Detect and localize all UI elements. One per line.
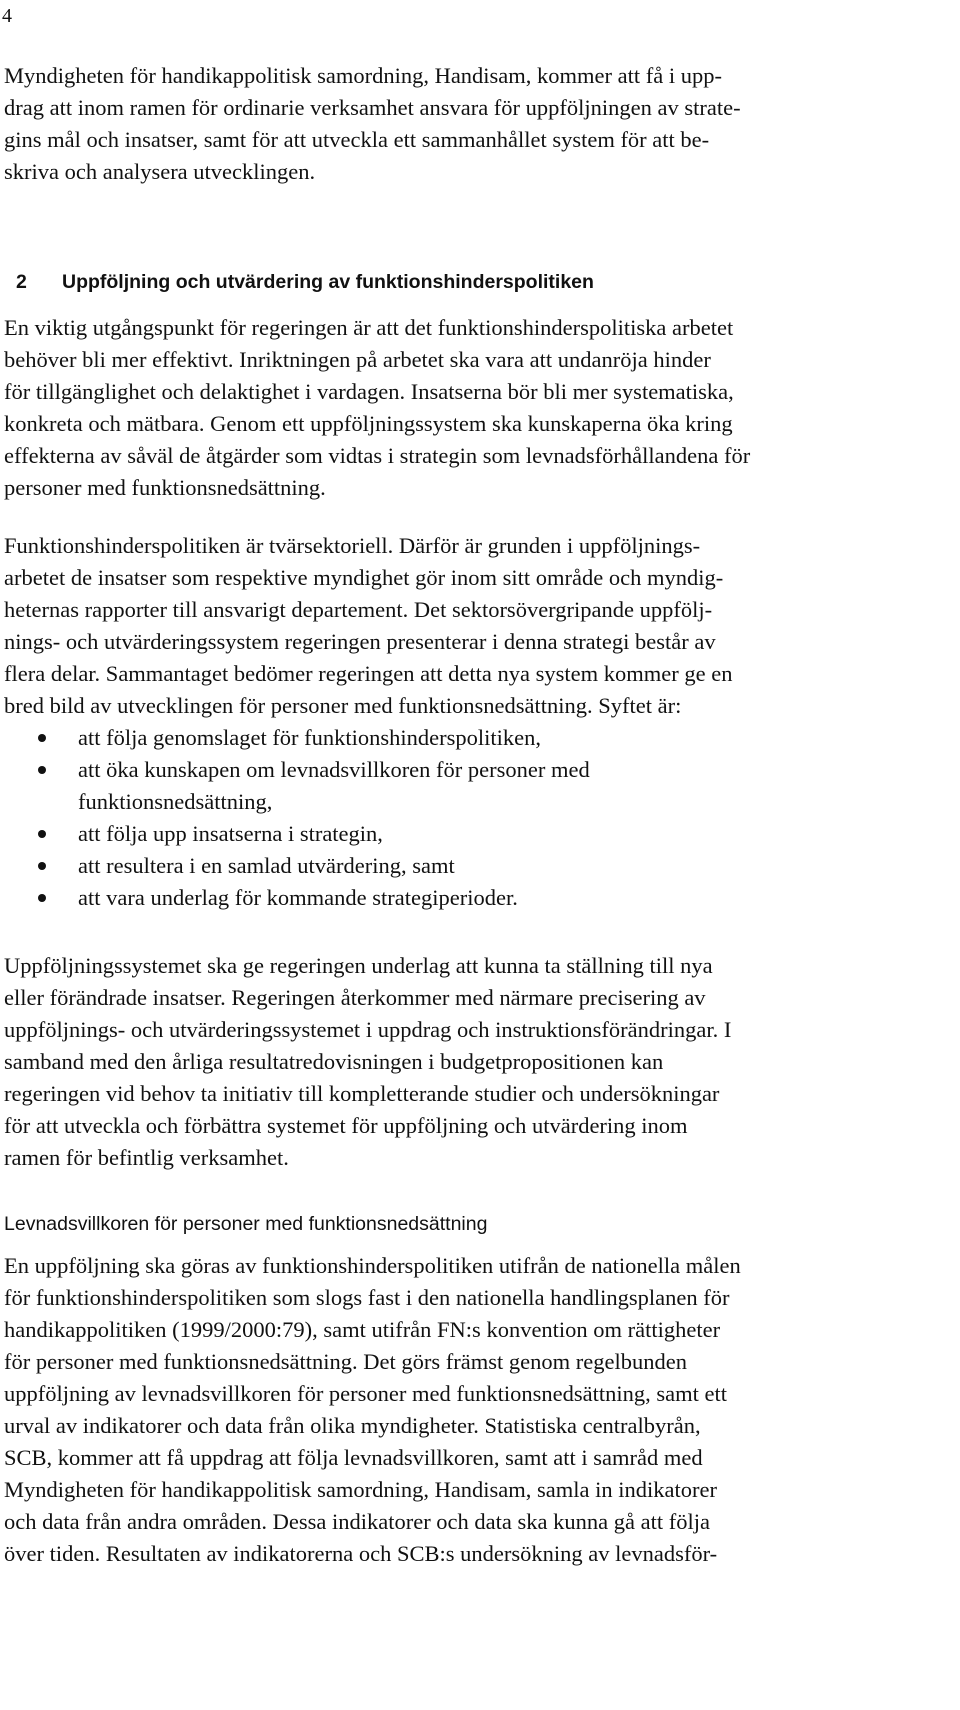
text-line: skriva och analysera utvecklingen. — [4, 159, 316, 184]
text-line: regeringen vid behov ta initiativ till kompletterande studier och undersökningar — [4, 1081, 720, 1106]
bullet-icon — [4, 882, 78, 914]
list-item — [4, 754, 954, 818]
text-line: bred bild av utvecklingen för personer med funktionsnedsättning. Syftet är: — [4, 693, 682, 718]
text-line: urval av indikatorer och data från olika myndigheter. Statistiska centralbyrån, — [4, 1413, 701, 1438]
list-item — [4, 850, 954, 882]
text-line: uppföljnings- och utvärderingssystemet i uppdrag och instruktionsförändringar. I — [4, 1017, 732, 1042]
text-line: över tiden. Resultaten av indikatorerna och SCB:s undersökning av levnadsför- — [4, 1541, 718, 1566]
bullet-icon — [4, 818, 78, 850]
text-line: att resultera i en samlad utvärdering, samt — [78, 853, 455, 878]
text-line: att följa genomslaget för funktionshinderspolitiken, — [78, 725, 542, 750]
section-title: Uppföljning och utvärdering av funktionshinderspolitiken — [62, 271, 594, 293]
section-number: 2 — [16, 271, 27, 293]
text-line: nings- och utvärderingssystem regeringen presenterar i denna strategi består av — [4, 629, 716, 654]
text-line: effekterna av såväl de åtgärder som vidtas i strategin som levnadsförhållandena för — [4, 443, 751, 468]
purpose-bullet-list — [4, 722, 954, 914]
text-line: flera delar. Sammantaget bedömer regeringen att detta nya system kommer ge en — [4, 661, 733, 686]
text-line: konkreta och mätbara. Genom ett uppföljningssystem ska kunskaperna öka kring — [4, 411, 733, 436]
text-line: för funktionshinderspolitiken som slogs fast i den nationella handlingsplanen för — [4, 1285, 730, 1310]
text-line: för personer med funktionsnedsättning. Det görs främst genom regelbunden — [4, 1349, 687, 1374]
text-line: Myndigheten för handikappolitisk samordning, Handisam, samla in indikatorer — [4, 1477, 717, 1502]
bullet-icon — [4, 754, 78, 786]
list-item — [4, 722, 954, 754]
text-line: och data från andra områden. Dessa indikatorer och data ska kunna gå att följa — [4, 1509, 710, 1534]
list-item — [4, 818, 954, 850]
page-number: 4 — [2, 5, 12, 27]
subsection-paragraph — [4, 1250, 954, 1570]
text-line: Funktionshinderspolitiken är tvärsektoriell. Därför är grunden i uppföljnings- — [4, 533, 701, 558]
text-line: personer med funktionsnedsättning. — [4, 475, 326, 500]
section-heading — [4, 268, 594, 296]
list-item-text — [78, 754, 590, 818]
text-line: funktionsnedsättning, — [78, 789, 273, 814]
list-item-text — [78, 722, 541, 754]
text-line: ramen för befintlig verksamhet. — [4, 1145, 289, 1170]
text-line: Myndigheten för handikappolitisk samordning, Handisam, kommer att få i upp- — [4, 63, 722, 88]
text-line: heternas rapporter till ansvarigt departement. Det sektorsövergripande uppfölj- — [4, 597, 713, 622]
bullet-icon — [4, 850, 78, 882]
text-line: eller förändrade insatser. Regeringen återkommer med närmare precisering av — [4, 985, 706, 1010]
section-paragraph-3 — [4, 950, 954, 1174]
text-line: arbetet de insatser som respektive myndighet gör inom sitt område och myndig- — [4, 565, 724, 590]
text-line: behöver bli mer effektivt. Inriktningen på arbetet ska vara att undanröja hinder — [4, 347, 711, 372]
list-item — [4, 882, 954, 914]
list-item-text — [78, 818, 383, 850]
subsection-heading: Levnadsvillkoren för personer med funktionsnedsättning — [4, 1213, 488, 1235]
text-line: för tillgänglighet och delaktighet i vardagen. Insatserna bör bli mer systematiska, — [4, 379, 734, 404]
text-line: för att utveckla och förbättra systemet för uppföljning och utvärdering inom — [4, 1113, 688, 1138]
bullet-icon — [4, 722, 78, 754]
text-line: att följa upp insatserna i strategin, — [78, 821, 383, 846]
text-line: SCB, kommer att få uppdrag att följa levnadsvillkoren, samt att i samråd med — [4, 1445, 703, 1470]
text-line: Uppföljningssystemet ska ge regeringen underlag att kunna ta ställning till nya — [4, 953, 713, 978]
text-line: samband med den årliga resultatredovisningen i budgetpropositionen kan — [4, 1049, 664, 1074]
text-line: uppföljning av levnadsvillkoren för personer med funktionsnedsättning, samt ett — [4, 1381, 727, 1406]
intro-paragraph — [4, 60, 954, 188]
text-line: handikappolitiken (1999/2000:79), samt utifrån FN:s konvention om rättigheter — [4, 1317, 721, 1342]
section-paragraph-2 — [4, 530, 954, 722]
text-line: gins mål och insatser, samt för att utveckla ett sammanhållet system för att be- — [4, 127, 710, 152]
text-line: En viktig utgångspunkt för regeringen är att det funktionshinderspolitiska arbetet — [4, 315, 734, 340]
text-line: drag att inom ramen för ordinarie verksamhet ansvara för uppföljningen av strate- — [4, 95, 741, 120]
text-line: En uppföljning ska göras av funktionshinderspolitiken utifrån de nationella målen — [4, 1253, 741, 1278]
text-line: att vara underlag för kommande strategiperioder. — [78, 885, 518, 910]
text-line: att öka kunskapen om levnadsvillkoren för personer med — [78, 757, 590, 782]
list-item-text — [78, 882, 518, 914]
section-paragraph-1 — [4, 312, 954, 504]
list-item-text — [78, 850, 455, 882]
